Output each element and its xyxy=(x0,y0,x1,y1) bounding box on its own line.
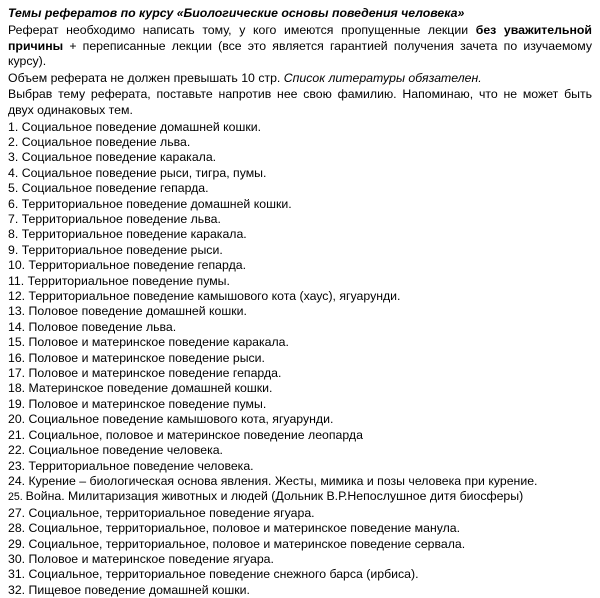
topics-list xyxy=(8,120,592,598)
text-run: Реферат необходимо написать тому, у кого имеются пропущенные лекции xyxy=(8,23,476,37)
list-item-number: 9. xyxy=(8,242,22,257)
list-item xyxy=(8,351,592,366)
list-item-label: Социальное поведение камышового кота, ягуарунди. xyxy=(28,412,334,427)
list-item-number: 20. xyxy=(8,412,29,427)
paragraph-instructions xyxy=(8,87,592,118)
list-item-label: Территориальное поведение гепарда. xyxy=(28,258,246,273)
list-item xyxy=(8,120,592,135)
list-item-label: Социальное поведение каракала. xyxy=(21,150,217,165)
list-item xyxy=(8,521,592,536)
list-item-label: Социальное, территориальное поведение ягуара. xyxy=(28,505,315,520)
list-item-label: Территориальное поведение пумы. xyxy=(27,273,230,288)
list-item-label: Социальное поведение домашней кошки. xyxy=(21,119,261,134)
list-item-label: Территориальное поведение домашней кошки. xyxy=(21,196,292,211)
list-item-label: Социальное поведение рыси, тигра, пумы. xyxy=(21,165,267,180)
list-item-label: Половое и материнское поведение ягуара. xyxy=(28,551,274,566)
list-item xyxy=(8,567,592,582)
list-item xyxy=(8,506,592,521)
list-item-number: 22. xyxy=(8,443,29,458)
list-item-number: 24. xyxy=(8,473,29,488)
list-item-label: Пищевое поведение домашней кошки. xyxy=(28,582,250,597)
list-item xyxy=(8,166,592,181)
list-item-number: 29. xyxy=(8,536,29,551)
text-run: + переписанные лекции (все это является гарантией получения зачета по изучаемому курсу). xyxy=(8,38,592,69)
list-item-number: 21. xyxy=(8,427,29,442)
list-item-number: 16. xyxy=(8,350,29,365)
list-item-label: Территориальное поведение каракала. xyxy=(21,227,247,242)
emphasis-bold: без уважительной причины xyxy=(8,23,592,53)
list-item xyxy=(8,289,592,304)
list-item xyxy=(8,537,592,552)
list-item-number: 5. xyxy=(8,181,22,196)
list-item xyxy=(8,397,592,412)
list-item xyxy=(8,552,592,567)
list-item xyxy=(8,443,592,458)
list-item xyxy=(8,459,592,474)
list-item-number: 6. xyxy=(8,196,22,211)
list-item xyxy=(8,150,592,165)
list-item-number: 25. xyxy=(8,491,26,504)
list-item-label: Социальное, территориальное, половое и материнское поведение сервала. xyxy=(28,536,466,551)
list-item xyxy=(8,335,592,350)
list-item xyxy=(8,227,592,242)
list-item xyxy=(8,412,592,427)
list-item-label: Половое поведение льва. xyxy=(28,319,177,334)
list-item-number: 11. xyxy=(8,273,28,288)
list-item-label: Курение – биологическая основа явления. Жесты, мимика и позы человека при курение. xyxy=(28,473,538,488)
list-item-number: 3. xyxy=(8,150,22,165)
list-item-number: 31. xyxy=(8,567,29,582)
list-item-label: Половое и материнское поведение рыси. xyxy=(28,350,265,365)
list-item-number: 15. xyxy=(8,335,29,350)
list-item-number: 14. xyxy=(8,319,29,334)
list-item xyxy=(8,474,592,489)
list-item-label: Социальное, территориальное, половое и материнское поведение манула. xyxy=(28,521,461,536)
list-item-number: 10. xyxy=(8,258,29,273)
list-item-number: 30. xyxy=(8,551,29,566)
list-item xyxy=(8,181,592,196)
list-item-label: Война. Милитаризация животных и людей (Дольник В.Р.Непослушное дитя биосферы) xyxy=(25,489,524,504)
list-item-number: 1. xyxy=(8,119,22,134)
paragraph-volume xyxy=(8,71,592,87)
list-item-label: Территориальное поведение человека. xyxy=(28,458,254,473)
text-run: Выбрав тему реферата, поставьте напротив нее свою фамилию. Напоминаю, что не может быть двух одинаковых тем. xyxy=(8,87,592,117)
list-item xyxy=(8,366,592,381)
list-item-label: Половое и материнское поведение каракала. xyxy=(28,335,289,350)
list-item xyxy=(8,381,592,396)
list-item-label: Половое и материнское поведение пумы. xyxy=(28,396,267,411)
list-item xyxy=(8,320,592,335)
list-item-number: 7. xyxy=(8,212,22,226)
list-item xyxy=(8,583,592,598)
list-item-label: Материнское поведение домашней кошки. xyxy=(28,381,273,396)
text-run: Объем реферата не должен превышать 10 стр. xyxy=(8,70,284,85)
list-item-label: Социальное поведение льва. xyxy=(21,134,191,149)
list-item-number: 12. xyxy=(8,289,29,304)
list-item-number: 13. xyxy=(8,304,29,319)
list-item-label: Территориальное поведение камышового кота (хаус), ягуарунди. xyxy=(28,289,401,304)
page-title: Темы рефератов по курсу «Биологические основы поведения человека» xyxy=(8,6,465,20)
list-item-number: 23. xyxy=(8,458,29,473)
list-item xyxy=(8,274,592,289)
list-item xyxy=(8,304,592,319)
list-item-label: Половое поведение домашней кошки. xyxy=(28,304,247,319)
list-item xyxy=(8,197,592,212)
list-item xyxy=(8,489,592,505)
list-item xyxy=(8,428,592,443)
list-item xyxy=(8,212,592,227)
list-item-number: 2. xyxy=(8,134,22,149)
list-item xyxy=(8,135,592,150)
list-item-label: Территориальное поведение льва. xyxy=(21,212,221,226)
list-item-label: Социальное поведение человека. xyxy=(28,443,223,458)
list-item xyxy=(8,258,592,273)
list-item-label: Социальное, половое и материнское поведение леопарда xyxy=(28,427,363,442)
list-item-number: 19. xyxy=(8,396,29,411)
list-item-number: 17. xyxy=(8,366,29,381)
list-item-label: Социальное, территориальное поведение снежного барса (ирбиса). xyxy=(28,567,419,582)
list-item-label: Территориальное поведение рыси. xyxy=(21,242,223,257)
list-item-number: 27. xyxy=(8,505,29,520)
list-item-number: 32. xyxy=(8,582,29,597)
list-item-label: Социальное поведение гепарда. xyxy=(21,181,209,196)
emphasis-italic: Список литературы обязателен. xyxy=(283,70,482,85)
paragraph-requirements xyxy=(8,23,592,70)
list-item-number: 4. xyxy=(8,165,22,180)
list-item xyxy=(8,243,592,258)
list-item-number: 18. xyxy=(8,381,29,396)
list-item-label: Половое и материнское поведение гепарда. xyxy=(28,366,282,381)
list-item-number: 28. xyxy=(8,521,29,536)
list-item-number: 8. xyxy=(8,227,22,242)
